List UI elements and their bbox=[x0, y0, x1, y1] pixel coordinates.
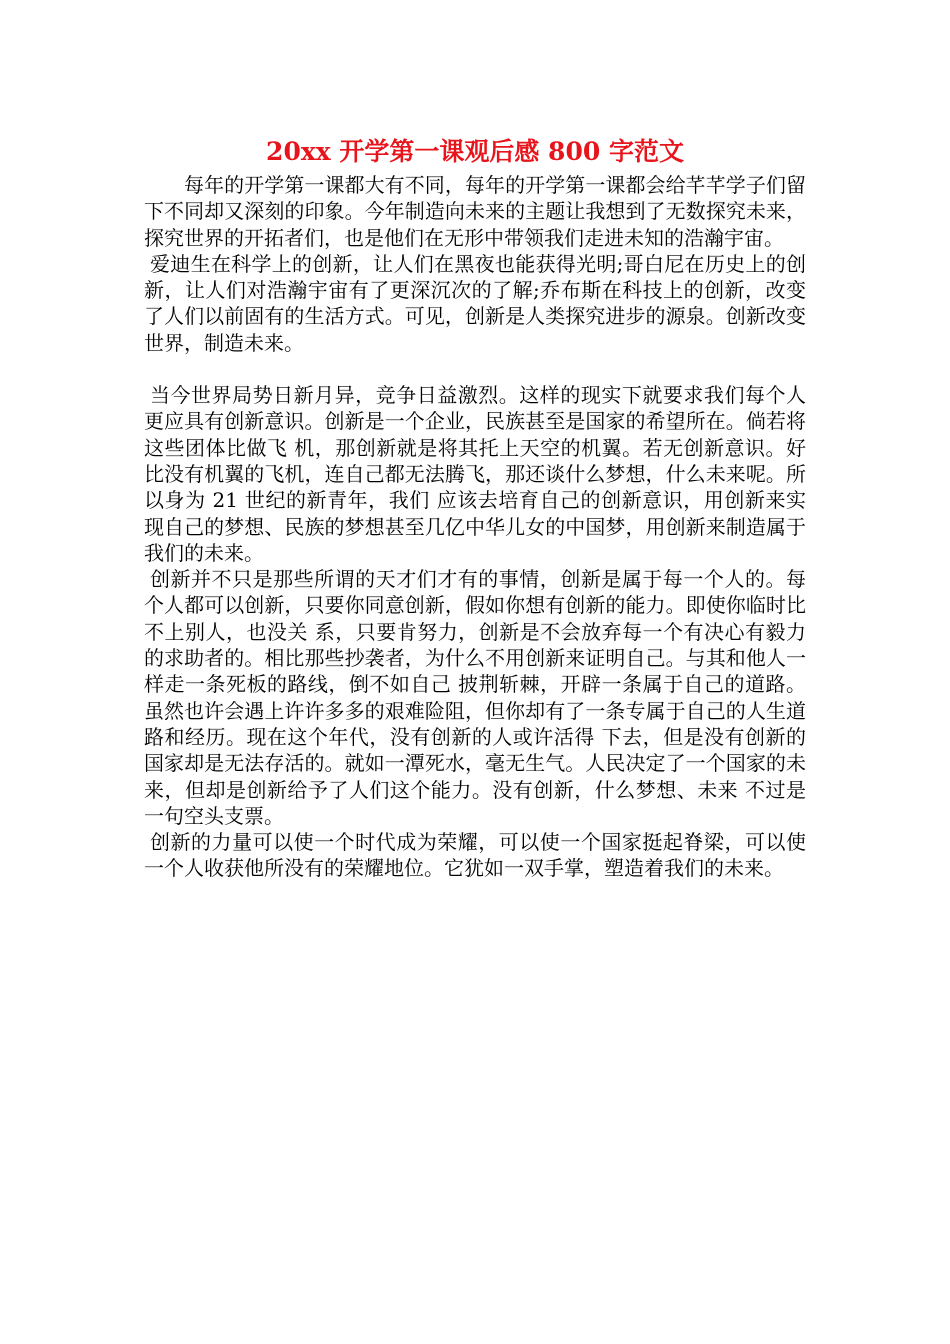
paragraph-2: 爱迪生在科学上的创新，让人们在黑夜也能获得光明;哥白尼在历史上的创新，让人们对浩瀚宇宙有了更深沉次的了解;乔布斯在科技上的创新，改变了人们以前固有的生活方式。可见，创新是人类探究进步的源泉。创新改变世界，制造未来。 bbox=[144, 251, 806, 355]
document-title: 20xx 开学第一课观后感 800 字范文 bbox=[266, 137, 684, 166]
paragraph-5: 创新的力量可以使一个时代成为荣耀，可以使一个国家挺起脊梁，可以使一个人收获他所没有的荣耀地位。它犹如一双手掌，塑造着我们的未来。 bbox=[144, 830, 806, 881]
paragraph-4: 创新并不只是那些所谓的天才们才有的事情，创新是属于每一个人的。每个人都可以创新，只要你同意创新，假如你想有创新的能力。即使你临时比不上别人，也没关 系，只要肯努力，创新是不会放弃每一个有决心有毅力的求助者的。相比那些抄袭者，为什么不用创新来证明自己。与其和他人一样走一条死板的路线，倒不如自己 披荆斩棘，开辟一条属于自己的道路。虽然也许会遇上许许多多的艰难险阻，但你却有了一条专属于自己的人生道路和经历。现在这个年代，没有创新的人或许活得 下去，但是没有创新的国家却是无法存活的。就如一潭死水，毫无生气。人民决定了一个国家的未来，但却是创新给予了人们这个能力。没有创新，什么梦想、未来 不过是一句空头支票。 bbox=[144, 567, 806, 828]
paragraph-1: 每年的开学第一课都大有不同，每年的开学第一课都会给芊芊学子们留下不同却又深刻的印象。今年制造向未来的主题让我想到了无数探究未来，探究世界的开拓者们，也是他们在无形中带领我们走进未知的浩瀚宇宙。 bbox=[144, 173, 806, 250]
paragraph-gap bbox=[144, 356, 806, 382]
paragraph-3: 当今世界局势日新月异，竞争日益激烈。这样的现实下就要求我们每个人更应具有创新意识。创新是一个企业，民族甚至是国家的希望所在。倘若将这些团体比做飞 机，那创新就是将其托上天空的机翼。若无创新意识。好比没有机翼的飞机，连自己都无法腾飞，那还谈什么梦想，什么未来呢。所以身为 21 世纪的新青年，我们 应该去培育自己的创新意识，用创新来实现自己的梦想、民族的梦想甚至几亿中华儿女的中国梦，用创新来制造属于我们的未来。 bbox=[144, 383, 806, 565]
document-page bbox=[144, 132, 806, 882]
